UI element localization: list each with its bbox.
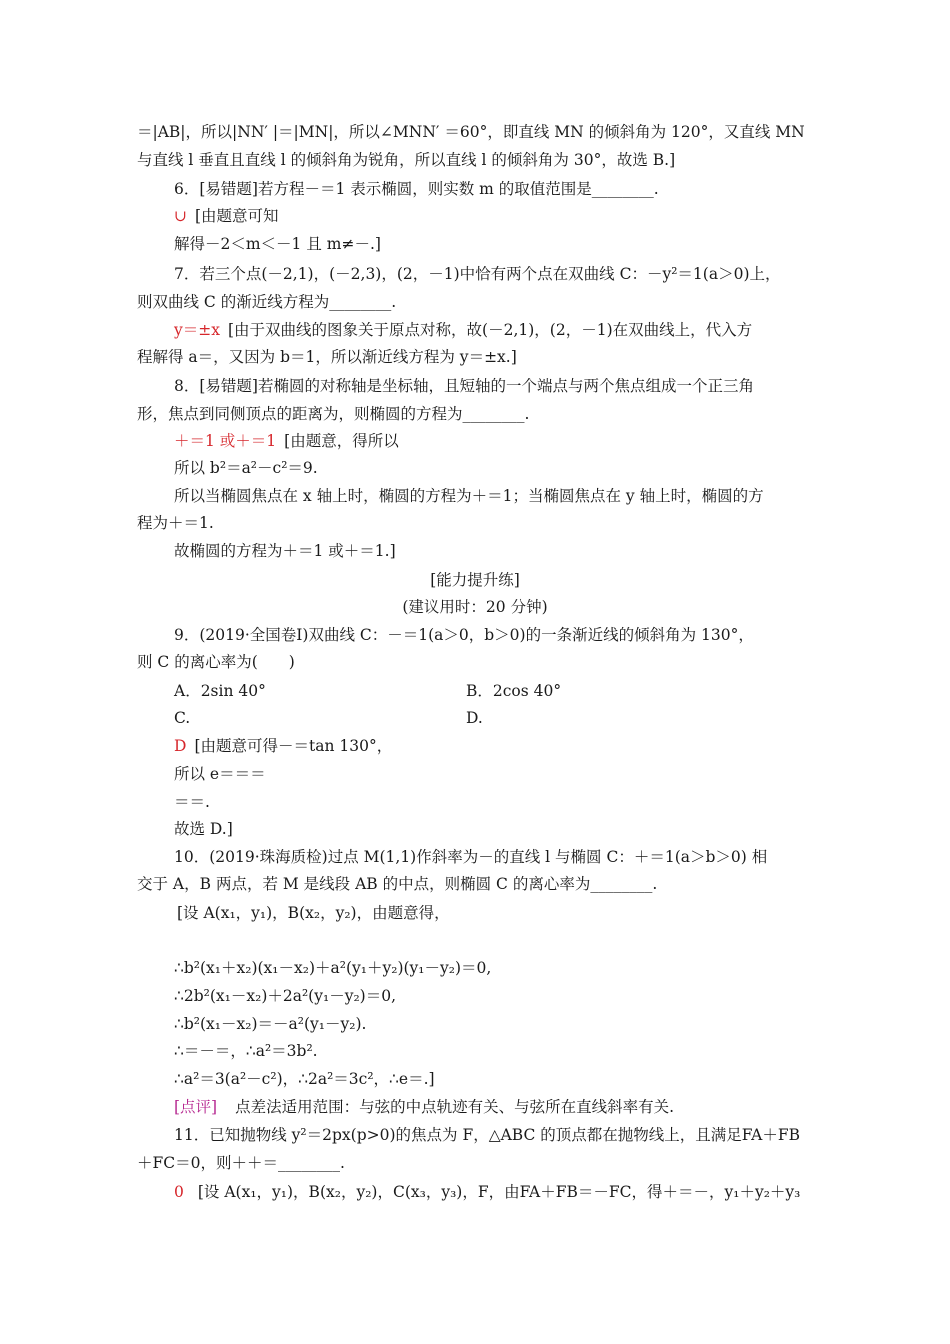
- text-line: ∴＝－＝，∴a²＝3b².: [174, 1042, 318, 1060]
- options-row: [174, 707, 874, 729]
- answer-mark: y＝±x: [174, 321, 220, 339]
- option-d: D.: [466, 709, 483, 727]
- comment-label: [点评]: [174, 1098, 218, 1116]
- question-9: 9．(2019·全国卷Ⅰ)双曲线 C：－＝1(a＞0，b＞0)的一条渐近线的倾斜角为 130°，: [174, 626, 754, 644]
- text-line: ∴a²＝3(a²－c²)，∴2a²＝3c²，∴e＝.]: [174, 1070, 435, 1088]
- question-7: 7．若三个点(－2,1)，(－2,3)，(2，－1)中恰有两个点在双曲线 C：－y²＝1(a＞0)上，: [174, 265, 781, 283]
- section-subtitle: (建议用时：20 分钟): [402, 598, 548, 616]
- text-line: 则 C 的离心率为( ): [137, 653, 295, 671]
- text-line: 则双曲线 C 的渐近线方程为________.: [137, 293, 397, 311]
- question-6: 6．[易错题]若方程－＝1 表示椭圆，则实数 m 的取值范围是________.: [174, 180, 659, 198]
- answer-text: [由于双曲线的图象关于原点对称，故(－2,1)，(2，－1)在双曲线上，代入方: [228, 321, 753, 339]
- answer-line: [174, 1181, 800, 1203]
- comment-line: [174, 1096, 674, 1118]
- text-line: 与直线 l 垂直且直线 l 的倾斜角为锐角，所以直线 l 的倾斜角为 30°，故选 B.]: [137, 151, 676, 169]
- text-line: 交于 A，B 两点，若 M 是线段 AB 的中点，则椭圆 C 的离心率为________.: [137, 875, 658, 893]
- answer-mark: D: [174, 737, 187, 755]
- answer-text: [由题意，得所以: [284, 432, 399, 450]
- answer-mark: ＋＝1 或＋＝1: [174, 432, 277, 450]
- answer-line: [174, 205, 279, 227]
- answer-line: [174, 319, 752, 341]
- option-a: A．2sin 40°: [174, 682, 266, 700]
- text-line: 所以当椭圆焦点在 x 轴上时，椭圆的方程为＋＝1；当椭圆焦点在 y 轴上时，椭圆的方: [174, 487, 764, 505]
- text-line: 故选 D.]: [174, 820, 233, 838]
- text-line: 解得－2＜m＜－1 且 m≠－.]: [174, 235, 381, 253]
- text-line: 程解得 a＝，又因为 b＝1，所以渐近线方程为 y＝±x.]: [137, 348, 517, 366]
- question-11: 11．已知抛物线 y²＝2px(p>0)的焦点为 F，△ABC 的顶点都在抛物线上，且满足FA＋FB: [174, 1126, 801, 1144]
- question-8: 8．[易错题]若椭圆的对称轴是坐标轴，且短轴的一个端点与两个焦点组成一个正三角: [174, 377, 754, 395]
- option-c: C.: [174, 709, 191, 727]
- answer-text: [由题意可知: [195, 207, 279, 225]
- text-line: ＝＝.: [174, 793, 210, 811]
- option-b: B．2cos 40°: [466, 682, 562, 700]
- text-line: [设 A(x₁，y₁)，B(x₂，y₂)，由题意得，: [177, 904, 450, 922]
- text-line: ＋FC＝0，则＋＋＝________.: [137, 1154, 345, 1172]
- text-line: 所以 e＝＝＝: [174, 765, 266, 783]
- answer-text: [设 A(x₁，y₁)，B(x₂，y₂)，C(x₃，y₃)，F，由FA＋FB＝－FC，得＋＝－，y₁＋y₂＋y₃: [197, 1183, 801, 1201]
- answer-mark: 0: [174, 1183, 184, 1201]
- text-line: 故椭圆的方程为＋＝1 或＋＝1.]: [174, 542, 396, 560]
- text-line: ∴2b²(x₁－x₂)＋2a²(y₁－y₂)＝0,: [174, 987, 397, 1005]
- text-line: 形，焦点到同侧顶点的距离为，则椭圆的方程为________.: [137, 405, 530, 423]
- section-title: [能力提升练]: [430, 571, 520, 589]
- question-10: 10．(2019·珠海质检)过点 M(1,1)作斜率为－的直线 l 与椭圆 C：＋＝1(a＞b＞0) 相: [174, 848, 768, 866]
- text-line: ＝|AB|，所以|NN′ |＝|MN|，所以∠MNN′ ＝60°，即直线 MN 的倾斜角为 120°，又直线 MN: [137, 123, 805, 141]
- answer-text: [由题意可得－＝tan 130°，: [194, 737, 393, 755]
- answer-mark: ∪: [174, 207, 187, 225]
- answer-line: [174, 735, 392, 757]
- text-line: ∴b²(x₁＋x₂)(x₁－x₂)＋a²(y₁＋y₂)(y₁－y₂)＝0,: [174, 959, 492, 977]
- text-line: ∴b²(x₁－x₂)＝－a²(y₁－y₂).: [174, 1015, 367, 1033]
- options-row: [174, 680, 874, 702]
- text-line: 所以 b²＝a²－c²＝9.: [174, 459, 318, 477]
- text-line: 程为＋＝1.: [137, 514, 214, 532]
- answer-line: [174, 430, 399, 452]
- comment-text: 点差法适用范围：与弦的中点轨迹有关、与弦所在直线斜率有关.: [235, 1098, 675, 1116]
